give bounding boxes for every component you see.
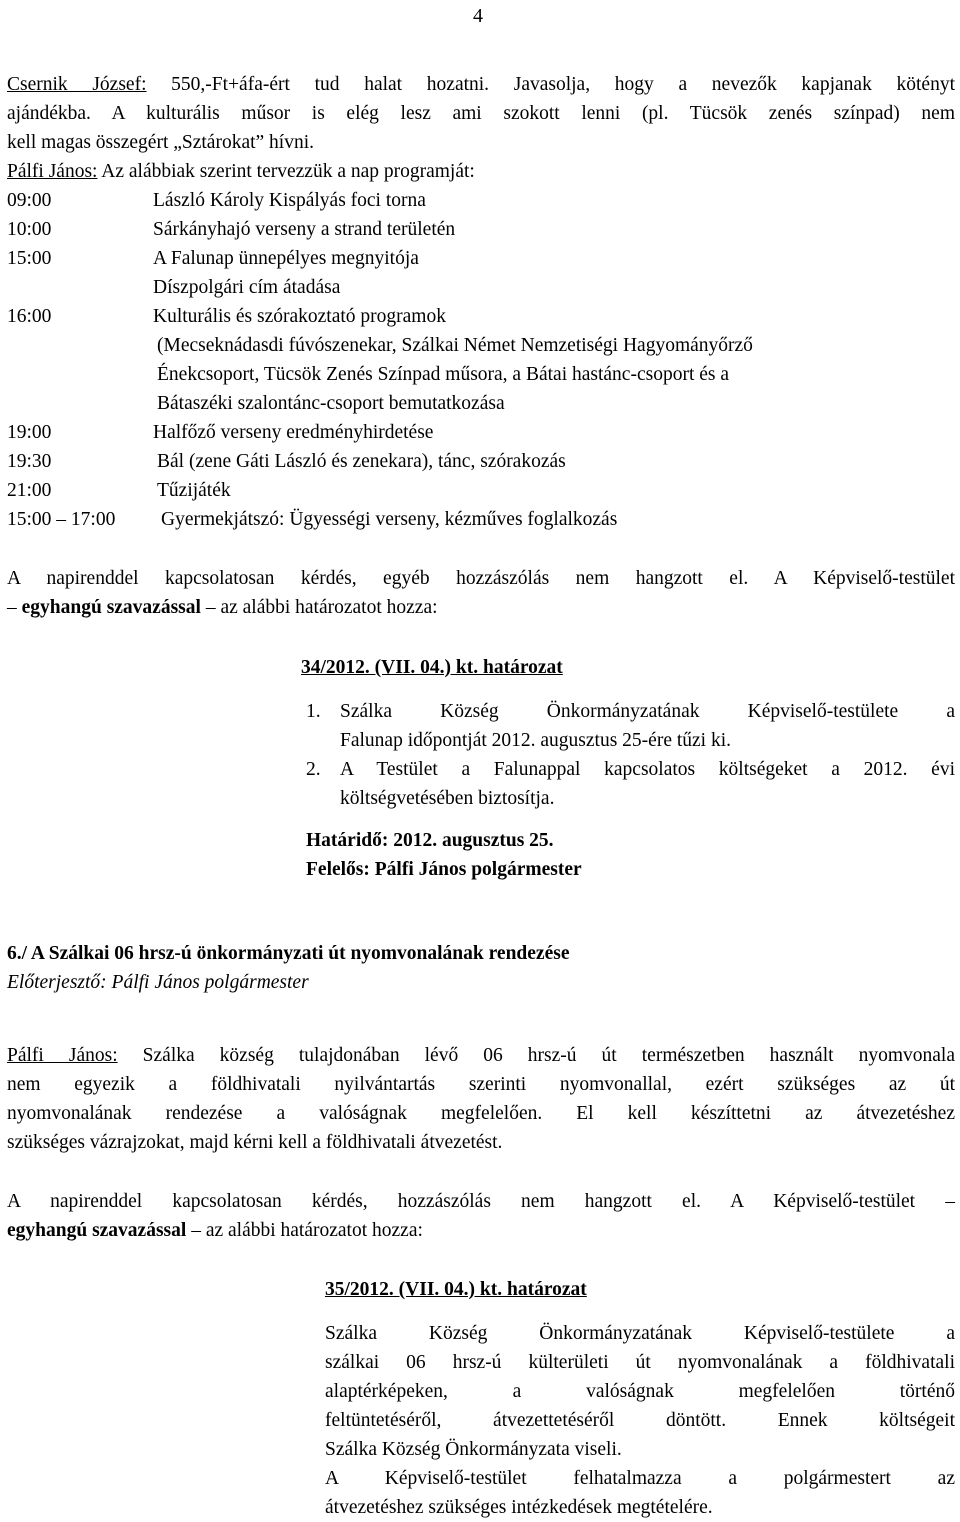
resolution-34-items: 1. Szálka Község Önkormányzatának Képviselő-testülete a Falunap időpontját 2012. augusztus 25-ére tűzi ki. 2. A Testület a Falunappal kapcsolatos költségeket a 2012. évi költségvetésében biztosítja. Határidő: 2012. augusztus 25. Felelős: Pálfi János polgármester bbox=[306, 697, 955, 884]
speaker-name: Pálfi János: bbox=[7, 161, 98, 182]
program-schedule bbox=[7, 186, 955, 534]
schedule-row: 19:00 Halfőző verseny eredményhirdetése bbox=[7, 422, 434, 443]
resolution-title: 34/2012. (VII. 04.) kt. határozat bbox=[301, 657, 563, 678]
schedule-row: 15:00 – 17:00 Gyermekjátszó: Ügyességi verseny, kézműves foglalkozás bbox=[7, 509, 618, 530]
deadline: Határidő: 2012. augusztus 25. bbox=[306, 830, 554, 851]
intro-line: kell magas összegért „Sztárokat” hívni. bbox=[7, 132, 315, 153]
section-6-paragraph: Pálfi János: Szálka község tulajdonában lévő 06 hrsz-ú út természetben használt nyomvonala nem egyezik a földhivatali nyilvántartás szerinti nyomvonallal, ezért szükséges az út nyomvonalának rendezése a valóságnak megfelelően. El kell készíttetni az átvezetéshez szükséges vázrajzokat, majd kérni kell a földhivatali átvezetést. bbox=[7, 1045, 955, 1153]
schedule-row: Díszpolgári cím átadása bbox=[153, 277, 341, 298]
resolution-34 bbox=[301, 653, 955, 682]
schedule-row: 09:00 László Károly Kispályás foci torna bbox=[7, 190, 426, 211]
schedule-row: Bátaszéki szalontánc-csoport bemutatkozása bbox=[157, 393, 505, 414]
resolution-title: 35/2012. (VII. 04.) kt. határozat bbox=[325, 1279, 587, 1300]
schedule-row: 15:00 A Falunap ünnepélyes megnyitója bbox=[7, 248, 419, 269]
presenter: Előterjesztő: Pálfi János polgármester bbox=[7, 972, 309, 993]
intro-line: ajándékba. A kulturális műsor is elég lesz ami szokott lenni (pl. Tücsök zenés színpad) nem bbox=[7, 103, 955, 124]
section-6-heading bbox=[7, 939, 955, 997]
schedule-row: (Mecseknádasdi fúvószenekar, Szálkai Német Nemzetiségi Hagyományőrző bbox=[157, 335, 753, 356]
speaker-name: Csernik József: bbox=[7, 74, 147, 95]
schedule-row: 10:00 Sárkányhajó verseny a strand területén bbox=[7, 219, 456, 240]
section-title: 6./ A Szálkai 06 hrsz-ú önkormányzati út nyomvonalának rendezése bbox=[7, 943, 570, 964]
schedule-row: 16:00 Kulturális és szórakoztató programok bbox=[7, 306, 446, 327]
schedule-row: 19:30 Bál (zene Gáti László és zenekara), tánc, szórakozás bbox=[7, 451, 566, 472]
vote-result: egyhangú szavazással bbox=[21, 597, 201, 618]
vote-paragraph-1: A napirenddel kapcsolatosan kérdés, egyéb hozzászólás nem hangzott el. A Képviselő-testület – egyhangú szavazással – az alábbi határozatot hozza: bbox=[7, 568, 955, 618]
vote-result: egyhangú szavazással bbox=[7, 1220, 187, 1241]
schedule-row: 21:00 Tűzijáték bbox=[7, 480, 231, 501]
speaker-name: Pálfi János: bbox=[7, 1045, 118, 1066]
intro-paragraph: Csernik József: 550,-Ft+áfa-ért tud halat hozatni. Javasolja, hogy a nevezők kapjanak kötényt ajándékba. A kulturális műsor is elég lesz ami szokott lenni (pl. Tücsök zenés színpad) nem kell magas összegért „Sztárokat” hívni. Pálfi János: Az alábbiak szerint tervezzük a nap programját: bbox=[7, 74, 955, 182]
resolution-35: 35/2012. (VII. 04.) kt. határozat Szálka Község Önkormányzatának Képviselő-testülete a szálkai 06 hrsz-ú külterületi út nyomvonalának a földhivatali alaptérképeken, a valóságnak megfelelően történő feltüntetéséről, átvezettetéséről döntött. Ennek költségeit Szálka Község Önkormányzata viseli. A Képviselő-testület felhatalmazza a polgármestert az átvezetéshez szükséges intézkedések megtételére. bbox=[325, 1275, 955, 1522]
responsible: Felelős: Pálfi János polgármester bbox=[306, 859, 582, 880]
page-number: 4 bbox=[473, 5, 483, 27]
schedule-row: Énekcsoport, Tücsök Zenés Színpad műsora, a Bátai hastánc-csoport és a bbox=[157, 364, 730, 385]
vote-paragraph-2: A napirenddel kapcsolatosan kérdés, hozzászólás nem hangzott el. A Képviselő-testület – egyhangú szavazással – az alábbi határozatot hozza: bbox=[7, 1191, 955, 1241]
